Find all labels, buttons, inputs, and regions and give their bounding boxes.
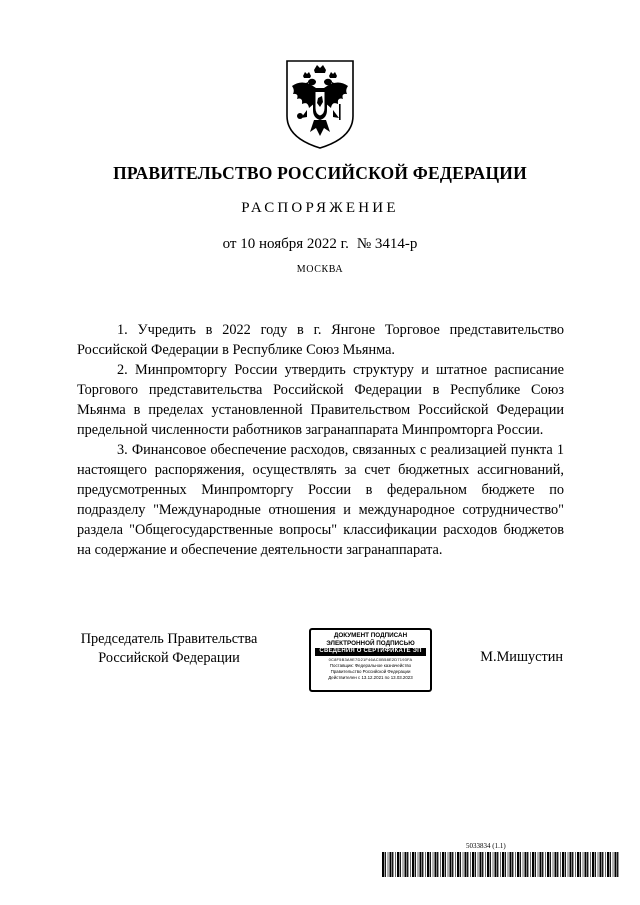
signatory-position — [79, 630, 259, 668]
barcode-bar — [448, 852, 449, 877]
barcode-bar — [505, 852, 506, 877]
stamp-serial: 0C8F5B3A9E7D21F46AC0B58E2D7193FA — [328, 656, 413, 662]
barcode-bar — [572, 852, 573, 877]
barcode-bar — [610, 852, 611, 877]
document-city: МОСКВА — [296, 264, 344, 275]
barcode-bar — [555, 852, 557, 877]
barcode-bar — [420, 852, 422, 877]
barcode-bar — [550, 852, 551, 877]
barcode-bar — [532, 852, 534, 877]
barcode-bar — [422, 852, 423, 877]
barcode-bar — [587, 852, 588, 877]
government-title: ПРАВИТЕЛЬСТВО РОССИЙСКОЙ ФЕДЕРАЦИИ — [113, 163, 527, 183]
russian-coat-of-arms-icon — [283, 58, 357, 150]
barcode-bar — [392, 852, 393, 877]
barcode-bar — [397, 852, 399, 877]
barcode-bar — [403, 852, 404, 877]
barcode-bar — [540, 852, 542, 877]
barcode-bar — [435, 852, 437, 877]
barcode-bar — [602, 852, 603, 877]
stamp-line-1: ДОКУМЕНТ ПОДПИСАН — [333, 632, 408, 639]
paragraph-3: 3. Финансовое обеспечение расходов, связанных с реализацией пункта 1 настоящего распоряжения, осуществлять за счет бюджетных ассигнований, предусмотренных Минпромторгу России в федеральном бюджете по подразделу "Международные отношения и международное сотрудничество" раздела "Общегосударственные вопросы" классификации расходов бюджетов на содержание и обеспечение деятельности загранаппарата. — [77, 442, 564, 558]
barcode-bar — [600, 852, 602, 877]
barcode-bar — [495, 852, 497, 877]
barcode-bar — [437, 852, 438, 877]
barcode-bar — [452, 852, 453, 877]
barcode-bar — [553, 852, 554, 877]
barcode-bar — [585, 852, 587, 877]
barcode-bar — [517, 852, 519, 877]
barcode-bar — [385, 852, 386, 877]
barcode-bar — [445, 852, 446, 877]
barcode-bar — [425, 852, 426, 877]
barcode-bar — [598, 852, 599, 877]
barcode-bar — [607, 852, 609, 877]
barcode-bar — [415, 852, 416, 877]
barcode-bar — [472, 852, 474, 877]
barcode-bar — [535, 852, 536, 877]
barcode-bar — [475, 852, 476, 877]
barcode-bar — [395, 852, 396, 877]
barcode-icon — [382, 852, 620, 877]
barcode-bar — [512, 852, 513, 877]
barcode-bar — [433, 852, 434, 877]
stamp-owner: Правительство Российской Федерации — [330, 668, 411, 674]
barcode-bar — [493, 852, 494, 877]
stamp-issuer: Поставщик: Федеральное казначейство — [329, 662, 412, 668]
document-date: от 10 ноября 2022 г. — [222, 236, 349, 252]
barcode-bar — [407, 852, 408, 877]
barcode-bar — [520, 852, 521, 877]
electronic-signature-stamp — [309, 628, 432, 692]
barcode-bar — [508, 852, 509, 877]
barcode-bar — [485, 852, 486, 877]
barcode-bar — [482, 852, 483, 877]
barcode-bar — [523, 852, 524, 877]
barcode-bar — [388, 852, 389, 877]
barcode-bar — [487, 852, 489, 877]
barcode-bar — [557, 852, 558, 877]
barcode-bar — [605, 852, 606, 877]
barcode-bar — [405, 852, 407, 877]
barcode-bar — [463, 852, 464, 877]
barcode-bar — [575, 852, 576, 877]
document-body — [77, 320, 564, 560]
signatory-position-line2: Российской Федерации — [98, 650, 240, 666]
barcode-bar — [595, 852, 596, 877]
barcode-bar — [568, 852, 569, 877]
barcode-bar — [500, 852, 501, 877]
barcode-bar — [562, 852, 564, 877]
barcode-bar — [613, 852, 614, 877]
document-type: РАСПОРЯЖЕНИЕ — [241, 200, 399, 216]
stamp-line-2: ЭЛЕКТРОННОЙ ПОДПИСЬЮ — [326, 639, 415, 647]
barcode-bar — [450, 852, 452, 877]
stamp-validity: Действителен с 13.12.2021 по 13.03.2023 — [328, 675, 413, 681]
barcode-bar — [460, 852, 461, 877]
barcode-bar — [400, 852, 401, 877]
barcode-bar — [480, 852, 482, 877]
signatory-name: М.Мишустин — [480, 649, 563, 665]
barcode-bar — [410, 852, 411, 877]
signatory-position-line1: Председатель Правительства — [80, 631, 258, 647]
barcode-bar — [560, 852, 561, 877]
barcode-bar — [510, 852, 512, 877]
barcode-bar — [570, 852, 572, 877]
barcode-bar — [525, 852, 527, 877]
document-number: № 3414-р — [356, 236, 418, 252]
barcode-bar — [418, 852, 419, 877]
barcode-bar — [577, 852, 579, 877]
barcode-bar — [440, 852, 441, 877]
barcode-bar — [467, 852, 468, 877]
barcode-bar — [538, 852, 539, 877]
barcode-bar — [615, 852, 617, 877]
document-date-line — [0, 236, 640, 253]
barcode-bar — [430, 852, 431, 877]
barcode-bar — [592, 852, 594, 877]
barcode-bar — [478, 852, 479, 877]
stamp-certificate-band: СВЕДЕНИЯ О СЕРТИФИКАТЕ ЭП — [315, 648, 426, 656]
barcode-bar — [565, 852, 566, 877]
paragraph-2: 2. Минпромторгу России утвердить структуру и штатное расписание Торгового представительства Российской Федерации в Республике Союз Мьянма в пределах установленной Правительством Российской Федерации предельной численности работников загранаппарата Минпромторга России. — [77, 362, 564, 438]
barcode-bar — [617, 852, 618, 877]
barcode-bar — [382, 852, 384, 877]
barcode-bar — [442, 852, 444, 877]
barcode-bar — [455, 852, 456, 877]
barcode-bar — [490, 852, 491, 877]
barcode-bar — [530, 852, 531, 877]
barcode-bar — [457, 852, 459, 877]
barcode-bar — [583, 852, 584, 877]
barcode-bar — [547, 852, 549, 877]
barcode-bar — [590, 852, 591, 877]
barcode-bar — [427, 852, 429, 877]
document-code: 5033834 (1.1) — [466, 842, 506, 850]
barcode-bar — [390, 852, 392, 877]
barcode-bar — [470, 852, 471, 877]
paragraph-1: 1. Учредить в 2022 году в г. Янгоне Торговое представительство Российской Федерации в Республике Союз Мьянма. — [77, 322, 564, 358]
barcode-bar — [465, 852, 467, 877]
barcode-bar — [542, 852, 543, 877]
barcode-bar — [515, 852, 516, 877]
barcode-bar — [545, 852, 546, 877]
barcode-bar — [497, 852, 498, 877]
barcode-bar — [580, 852, 581, 877]
barcode-bar — [502, 852, 504, 877]
barcode-bar — [527, 852, 528, 877]
barcode-bar — [412, 852, 414, 877]
